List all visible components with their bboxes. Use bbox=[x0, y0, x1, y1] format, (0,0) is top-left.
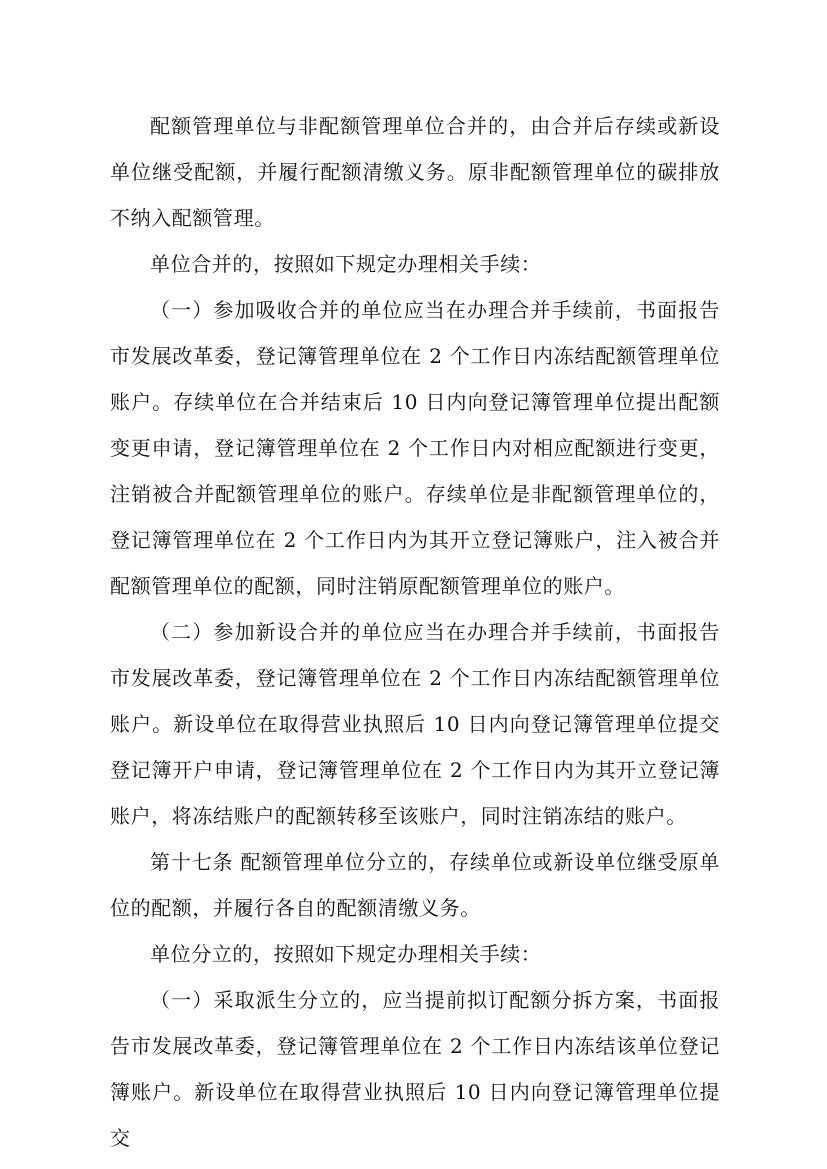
paragraph-new-merger: （二）参加新设合并的单位应当在办理合并手续前，书面报告市发展改革委，登记簿管理单位在 2 个工作日内冻结配额管理单位账户。新设单位在取得营业执照后 10 日内向登记簿管理单位提交登记簿开户申请，登记簿管理单位在 2 个工作日内为其开立登记簿账户，将冻结账户的配额转移至该账户，同时注销冻结的账户。 bbox=[110, 620, 720, 828]
document-body bbox=[110, 103, 720, 1161]
paragraph-absorption-merger: （一）参加吸收合并的单位应当在办理合并手续前，书面报告市发展改革委，登记簿管理单位在 2 个工作日内冻结配额管理单位账户。存续单位在合并结束后 10 日内向登记簿管理单位提出配额变更申请，登记簿管理单位在 2 个工作日内对相应配额进行变更，注销被合并配额管理单位的账户。存续单位是非配额管理单位的，登记簿管理单位在 2 个工作日内为其开立登记簿账户，注入被合并配额管理单位的配额，同时注销原配额管理单位的账户。 bbox=[110, 298, 720, 598]
paragraph-article-17: 第十七条 配额管理单位分立的，存续单位或新设单位继受原单位的配额，并履行各自的配额清缴义务。 bbox=[110, 850, 720, 920]
paragraph-merger-procedures-intro: 单位合并的，按照如下规定办理相关手续： bbox=[150, 252, 542, 276]
paragraph-derivative-split: （一）采取派生分立的，应当提前拟订配额分拆方案，书面报告市发展改革委，登记簿管理单位在 2 个工作日内冻结该单位登记簿账户。新设单位在取得营业执照后 10 日内向登记簿管理单位提交 bbox=[110, 988, 720, 1150]
paragraph-merger-quota-inheritance: 配额管理单位与非配额管理单位合并的，由合并后存续或新设单位继受配额，并履行配额清缴义务。原非配额管理单位的碳排放不纳入配额管理。 bbox=[110, 114, 720, 230]
paragraph-split-procedures-intro: 单位分立的，按照如下规定办理相关手续： bbox=[150, 942, 542, 966]
